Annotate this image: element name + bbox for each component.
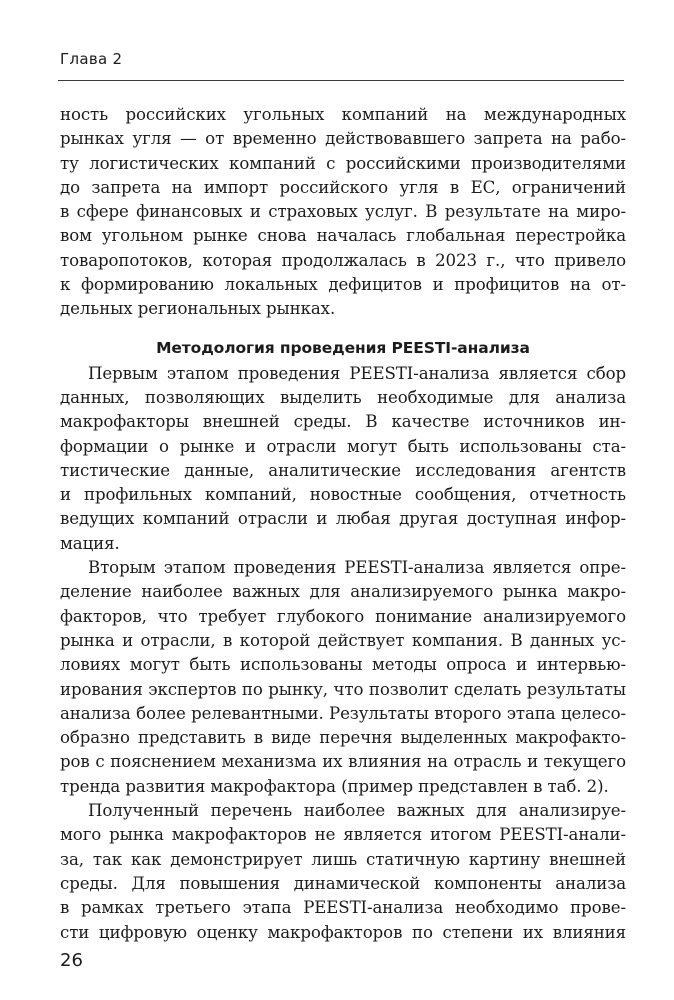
text-line: ту логистических компаний с российскими производителями xyxy=(60,153,626,173)
text-line: деление наиболее важных для анализируемого рынка макро- xyxy=(60,582,626,602)
text-line: тистические данные, аналитические исследования агентств xyxy=(60,460,626,480)
paragraph-3 xyxy=(60,556,626,799)
text-line: ность российских угольных компаний на международных xyxy=(60,105,626,124)
text-line: в сфере финансовых и страховых услуг. В результате на миро- xyxy=(60,202,626,222)
running-header: Глава 2 xyxy=(60,50,123,68)
text-line: рынках угля — от временно действовавшего запрета на рабо- xyxy=(60,129,626,149)
text-line: мация. xyxy=(60,533,120,553)
page-number: 26 xyxy=(60,950,83,971)
text-line: тренда развития макрофактора (пример представлен в таб. 2). xyxy=(60,776,609,796)
text-line: ловиях могут быть использованы методы опроса и интервью- xyxy=(60,655,626,675)
text-line: мого рынка макрофакторов не является итогом PEESTI-анали- xyxy=(60,825,626,845)
text-line: сти цифровую оценку макрофакторов по степени их влияния xyxy=(60,922,626,942)
text-line: товаропотоков, которая продолжалась в 2023 г., что привело xyxy=(60,250,626,270)
paragraph-1 xyxy=(60,103,626,322)
text-line: и профильных компаний, новостные сообщения, отчетность xyxy=(60,485,626,505)
text-line: ведущих компаний отрасли и любая другая доступная инфор- xyxy=(60,509,626,529)
text-line: в рамках третьего этапа PEESTI-анализа необходимо прове- xyxy=(60,898,626,918)
header-rule xyxy=(58,80,624,81)
text-line: среды. Для повышения динамической компоненты анализа xyxy=(60,873,626,893)
paragraph-2 xyxy=(60,362,626,556)
text-line: ирования экспертов по рынку, что позволит сделать результаты xyxy=(60,679,626,699)
text-line: макрофакторы внешней среды. В качестве источников ин- xyxy=(60,412,626,432)
text-line: формации о рынке и отрасли могут быть использованы ста- xyxy=(60,436,626,456)
text-line: Первым этапом проведения PEESTI-анализа является сбор xyxy=(88,363,626,383)
paragraph-4 xyxy=(60,799,626,945)
text-line: анализа более релевантными. Результаты второго этапа целесо- xyxy=(60,703,626,723)
text-line: за, так как демонстрирует лишь статичную картину внешней xyxy=(60,849,626,869)
text-line: ров с пояснением механизма их влияния на отрасль и текущего xyxy=(60,752,626,772)
text-line: до запрета на импорт российского угля в ЕС, ограничений xyxy=(60,177,626,197)
text-line: Полученный перечень наиболее важных для анализируе- xyxy=(88,801,626,821)
page-body xyxy=(60,103,626,945)
section-heading: Методология проведения PEESTI-анализа xyxy=(156,338,530,357)
text-line: вом угольном рынке снова началась глобальная перестройка xyxy=(60,226,626,246)
text-line: образно представить в виде перечня выделенных макрофакто- xyxy=(60,728,626,748)
text-line: дельных региональных рынках. xyxy=(60,299,336,319)
text-line: Вторым этапом проведения PEESTI-анализа является опре- xyxy=(88,558,626,578)
text-line: факторов, что требует глубокого понимание анализируемого xyxy=(60,606,626,626)
text-line: к формированию локальных дефицитов и профицитов на от- xyxy=(60,275,626,295)
text-line: данных, позволяющих выделить необходимые для анализа xyxy=(60,387,626,407)
text-line: рынка и отрасли, в которой действует компания. В данных ус- xyxy=(60,630,626,650)
